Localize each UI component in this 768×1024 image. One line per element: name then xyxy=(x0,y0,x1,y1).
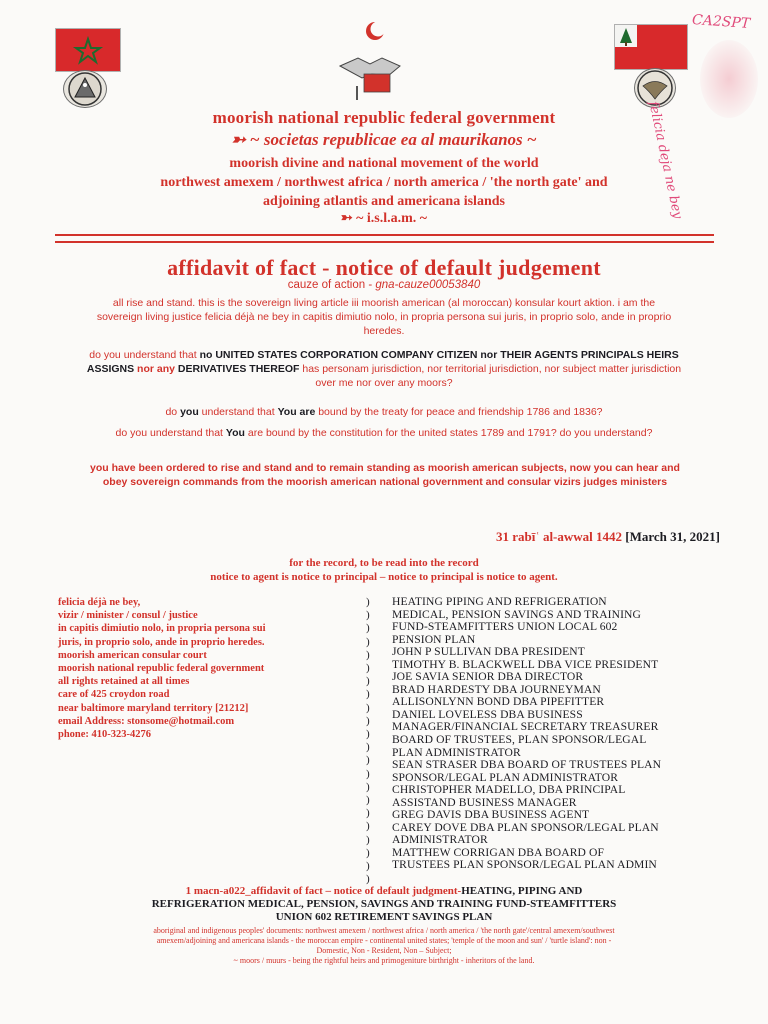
footer-note-line: amexem/adjoining and americana islands - the moroccan empire - continental united states; 'temple of the moon and sun' / 'turtle island': non - xyxy=(156,936,612,945)
sender-phone: phone: 410-323-4276 xyxy=(58,729,152,741)
islam-text: ~ i.s.l.a.m. ~ xyxy=(356,211,428,226)
respondent-line: CHRISTOPHER MADELLO, DBA PRINCIPAL xyxy=(392,783,626,797)
question-jurisdiction: do you understand that no UNITED STATES CORPORATION COMPANY CITIZEN nor THEIR AGENTS PRINCIPALS HEIRS ASSIGNS nor any DERIVATIVES THEREOF has personam jurisdiction, nor territorial jurisdiction, nor subject matter jurisdiction over me nor over any moors? xyxy=(86,349,682,389)
respondent-line: MEDICAL, PENSION SAVINGS AND TRAINING xyxy=(392,607,642,621)
record-line-1: for the record, to be read into the record xyxy=(289,557,479,569)
footer-document-title xyxy=(70,885,698,924)
document-heading: affidavit of fact - notice of default judgement xyxy=(167,255,601,280)
moorish-tree-flag-icon xyxy=(614,24,688,70)
respondent-line: MATTHEW CORRIGAN DBA BOARD OF xyxy=(392,845,605,859)
movement-line-1: moorish divine and national movement of the world xyxy=(229,156,539,171)
cause-number: gna-cauze00053840 xyxy=(375,279,481,291)
fingerprint-stamp-icon xyxy=(700,40,758,118)
ornament-icon: ➳ xyxy=(231,130,250,149)
sender-line: moorish american consular court xyxy=(58,649,207,661)
footer-notes xyxy=(60,926,708,966)
footer-line-3: UNION 602 RETIREMENT SAVINGS PLAN xyxy=(275,911,493,923)
sender-line: in capitis dimiutio nolo, in propria persona sui xyxy=(58,623,266,635)
respondent-line: BOARD OF TRUSTEES, PLAN SPONSOR/LEGAL xyxy=(392,733,647,747)
respondent-line: BRAD HARDESTY DBA JOURNEYMAN xyxy=(392,682,601,696)
handshake-emblem-icon xyxy=(336,44,404,102)
sender-line: all rights retained at all times xyxy=(58,676,190,688)
respondent-line: SEAN STRASER DBA BOARD OF TRUSTEES PLAN xyxy=(392,758,662,772)
respondent-line: PLAN ADMINISTRATOR xyxy=(392,745,521,759)
respondent-line: CAREY DOVE DBA PLAN SPONSOR/LEGAL PLAN xyxy=(392,820,659,834)
respondent-line: GREG DAVIS DBA BUSINESS AGENT xyxy=(392,808,590,822)
respondent-line: TIMOTHY B. BLACKWELL DBA VICE PRESIDENT xyxy=(392,657,659,671)
sender-line: vizir / minister / consul / justice xyxy=(58,610,198,622)
respondent-line: ADMINISTRATOR xyxy=(392,833,488,847)
footer-line-2: REFRIGERATION MEDICAL, PENSION, SAVINGS AND TRAINING FUND-STEAMFITTERS xyxy=(151,898,617,910)
handwritten-reference: CA2SPT xyxy=(691,11,751,33)
question-treaty: do you understand that You are bound by the treaty for peace and friendship 1786 and 1836? xyxy=(165,406,603,418)
movement-line-3: adjoining atlantis and americana islands xyxy=(263,194,505,209)
footer-note-line: Domestic, Non - Resident, Non – Subject; xyxy=(316,946,452,955)
respondent-line: MANAGER/FINANCIAL SECRETARY TREASURER xyxy=(392,720,659,734)
date-hijri: 31 rabīʿ al-awwal 1442 xyxy=(496,529,623,544)
movement-line-2: northwest amexem / northwest africa / north america / 'the north gate' and xyxy=(160,175,608,190)
record-statement xyxy=(100,556,668,584)
respondent-line: TRUSTEES PLAN SPONSOR/LEGAL PLAN ADMIN xyxy=(392,858,657,872)
ornament-icon: ➳ xyxy=(340,211,357,226)
respondent-line: DANIEL LOVELESS DBA BUSINESS xyxy=(392,707,583,721)
respondents-block xyxy=(392,596,722,872)
header-divider-top xyxy=(55,234,714,236)
latin-title-text: ~ societas republicae ea al maurikanos ~ xyxy=(249,130,537,149)
question-constitution: do you understand that You are bound by the constitution for the united states 1789 and 1791? do you understand? xyxy=(115,427,653,439)
intro-paragraph: all rise and stand. this is the sovereign living article iii moorish american (al moroccan) konsular kourt aktion. i am the sovereign living justice felicia déjà ne bey in capitis dimiutio nolo, in propria persona sui juris, in proprio solo, ande in proprio heredes. xyxy=(96,297,672,337)
respondent-line: FUND-STEAMFITTERS UNION LOCAL 602 xyxy=(392,620,618,634)
pyramid-seal-icon xyxy=(63,70,107,108)
sender-line: moorish national republic federal government xyxy=(58,663,265,675)
header-divider-bottom xyxy=(55,241,714,243)
respondent-line: JOE SAVIA SENIOR DBA DIRECTOR xyxy=(392,670,584,684)
order-paragraph: you have been ordered to rise and stand and to remain standing as moorish american subjects, now you can hear and obey sovereign commands from the moorish american national government and consular vizirs judges ministers xyxy=(90,462,680,488)
sender-line: felicia déjà ne bey, xyxy=(58,597,141,608)
islam-line xyxy=(250,210,518,227)
sender-line: care of 425 croydon road xyxy=(58,689,170,701)
sender-email: email Address: stonsome@hotmail.com xyxy=(58,715,235,727)
respondent-line: HEATING PIPING AND REFRIGERATION xyxy=(392,595,607,608)
respondent-line: ASSISTAND BUSINESS MANAGER xyxy=(392,795,577,809)
respondent-line: PENSION PLAN xyxy=(392,632,476,646)
handwritten-signature: felicia deja ne bey xyxy=(645,100,685,221)
footer-note-line: ~ moors / muurs - being the rightful heirs and primogeniture birthright - inheritors of the land. xyxy=(233,956,535,965)
footer-line-1: 1 macn-a022_affidavit of fact – notice of default judgment-HEATING, PIPING AND xyxy=(185,885,583,897)
respondent-line: JOHN P SULLIVAN DBA PRESIDENT xyxy=(392,645,585,659)
cause-of-action xyxy=(200,279,568,291)
respondent-line: SPONSOR/LEGAL PLAN ADMINISTRATOR xyxy=(392,770,619,784)
cause-label: cauze of action - xyxy=(287,279,373,291)
sender-line: juris, in proprio solo, ande in proprio heredes. xyxy=(58,636,265,648)
moroccan-flag-icon xyxy=(55,28,121,72)
respondent-line: ALLISONLYNN BOND DBA PIPEFITTER xyxy=(392,695,605,709)
date-gregorian: [March 31, 2021] xyxy=(625,529,720,544)
sender-line: near baltimore maryland territory [21212] xyxy=(58,702,249,714)
header-title: moorish national republic federal government xyxy=(212,108,556,127)
caption-parentheses: ) ) ) ) ) ) ) ) ) ) ) ) ) ) ) ) ) ) ) ) ) ) xyxy=(366,596,370,886)
crescent-moon-icon xyxy=(364,20,386,42)
record-line-2: notice to agent is notice to principal – notice to principal is notice to agent. xyxy=(210,571,558,583)
sender-block xyxy=(58,596,358,741)
document-date xyxy=(420,529,720,545)
header-movement xyxy=(100,154,668,211)
header-subtitle-latin xyxy=(140,130,628,150)
footer-note-line: aboriginal and indigenous peoples' documents: northwest amexem / northwest africa / north america / 'the north gate'/central amexem/southwest xyxy=(153,926,615,935)
